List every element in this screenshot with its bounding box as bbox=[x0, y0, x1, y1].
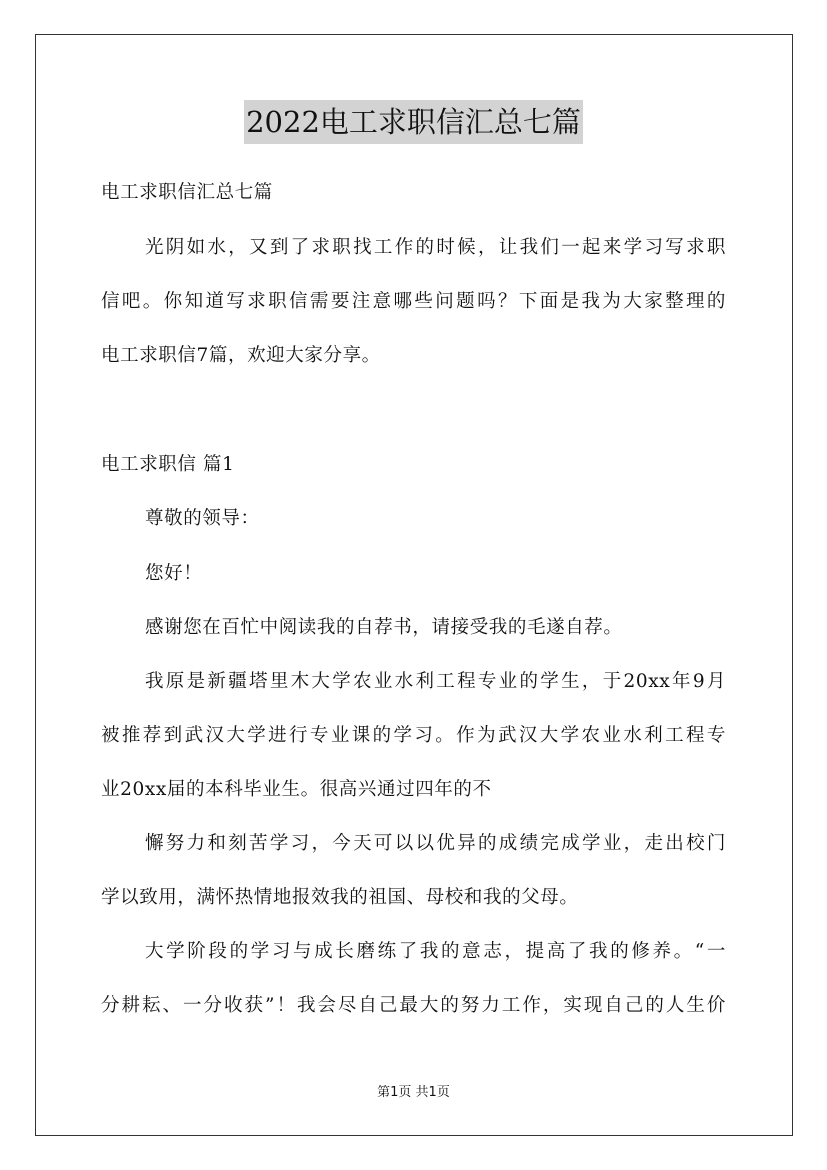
paragraph-line: 光阴如水，又到了求职找工作的时候，让我们一起来学习写求职 bbox=[145, 237, 726, 258]
paragraph-line: 大学阶段的学习与成长磨练了我的意志，提高了我的修养。“一 bbox=[145, 941, 726, 962]
greeting: 您好！ bbox=[145, 563, 203, 584]
title-container bbox=[0, 100, 827, 144]
paragraph-line: 感谢您在百忙中阅读我的自荐书，请接受我的毛遂自荐。 bbox=[145, 617, 623, 638]
paragraph-line: 分耕耘、一分收获”！我会尽自己最大的努力工作，实现自己的人生价 bbox=[101, 995, 726, 1016]
paragraph-line: 懈努力和刻苦学习，今天可以以优异的成绩完成学业，走出校门 bbox=[145, 833, 726, 854]
section-heading: 电工求职信 篇1 bbox=[101, 454, 235, 475]
salutation: 尊敬的领导： bbox=[145, 508, 260, 529]
document-title: 2022电工求职信汇总七篇 bbox=[244, 100, 583, 144]
paragraph-line: 信吧。你知道写求职信需要注意哪些问题吗？下面是我为大家整理的 bbox=[101, 291, 726, 312]
paragraph-line: 被推荐到武汉大学进行专业课的学习。作为武汉大学农业水利工程专 bbox=[101, 725, 726, 746]
paragraph-line: 业20xx届的本科毕业生。很高兴通过四年的不 bbox=[101, 779, 492, 800]
paragraph-line: 电工求职信7篇，欢迎大家分享。 bbox=[101, 345, 381, 366]
paragraph-line: 我原是新疆塔里木大学农业水利工程专业的学生，于20xx年9月 bbox=[145, 671, 726, 692]
page-footer: 第1页 共1页 bbox=[377, 1085, 450, 1100]
subtitle-line: 电工求职信汇总七篇 bbox=[101, 182, 273, 203]
paragraph-line: 学以致用，满怀热情地报效我的祖国、母校和我的父母。 bbox=[101, 887, 579, 908]
